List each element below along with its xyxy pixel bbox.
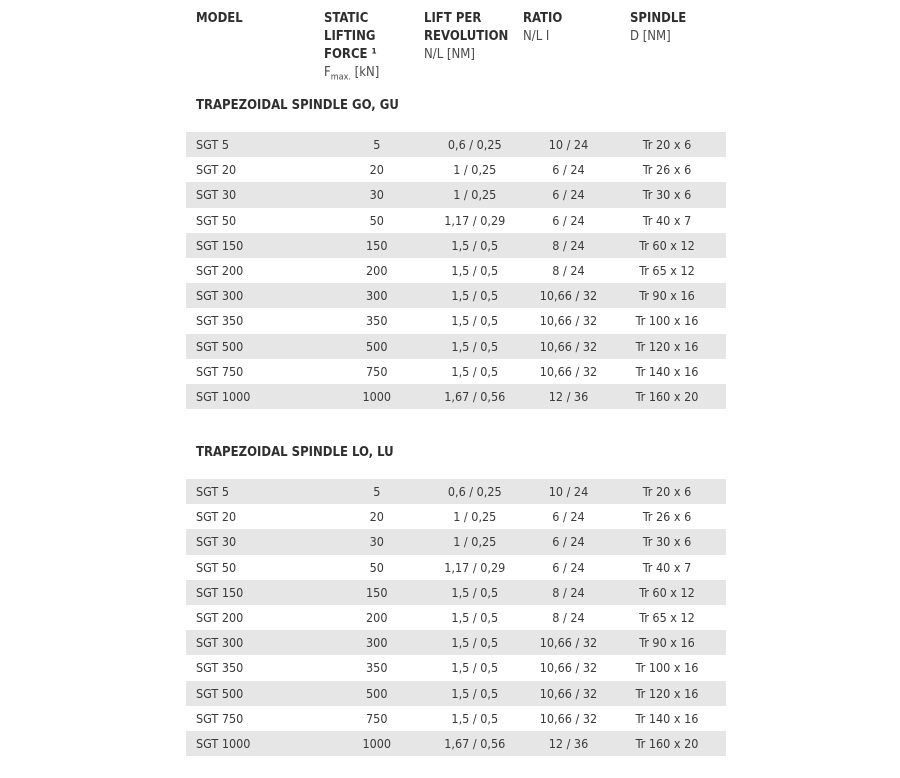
ratio-cell: 6 / 24 (552, 559, 585, 575)
ratio-header-unit: N/L I (523, 29, 550, 44)
column-header-spindle (630, 10, 686, 46)
ratio-cell: 6 / 24 (529, 529, 608, 554)
model-cell: SGT 350 (196, 313, 244, 329)
spindle-cell: Tr 120 x 16 (608, 334, 726, 359)
force-cell: 350 (366, 313, 388, 329)
spindle-cell: Tr 120 x 16 (608, 681, 726, 706)
lift-cell: 1,5 / 0,5 (421, 334, 529, 359)
spindle-cell: Tr 65 x 12 (639, 610, 695, 626)
spindle-cell: Tr 30 x 6 (608, 529, 726, 554)
table-row (186, 132, 726, 157)
model-cell: SGT 30 (186, 182, 333, 207)
model-cell: SGT 5 (186, 479, 333, 504)
ratio-cell: 8 / 24 (552, 263, 585, 279)
force-cell: 5 (333, 132, 421, 157)
ratio-cell: 10 / 24 (529, 479, 608, 504)
model-cell: SGT 20 (196, 509, 237, 525)
force-header-line-2: LIFTING (324, 29, 376, 44)
lift-cell: 1 / 0,25 (453, 162, 497, 178)
ratio-cell: 6 / 24 (552, 212, 585, 228)
spindle-cell: Tr 30 x 6 (608, 182, 726, 207)
table-row (186, 359, 726, 384)
force-cell: 200 (366, 263, 388, 279)
model-cell: SGT 750 (196, 710, 244, 726)
force-cell: 50 (369, 559, 384, 575)
model-header-label: MODEL (196, 11, 243, 26)
lift-cell: 1,5 / 0,5 (421, 681, 529, 706)
spindle-cell: Tr 26 x 6 (642, 162, 692, 178)
lift-cell: 1,67 / 0,56 (421, 731, 529, 756)
model-cell: SGT 150 (186, 580, 333, 605)
force-cell: 750 (366, 363, 388, 379)
force-cell: 5 (333, 479, 421, 504)
model-cell: SGT 30 (186, 529, 333, 554)
spindle-header-unit: D [NM] (630, 29, 671, 44)
lift-cell: 1,5 / 0,5 (451, 313, 499, 329)
force-cell: 750 (366, 710, 388, 726)
force-cell: 500 (333, 681, 421, 706)
model-cell: SGT 5 (186, 132, 333, 157)
table-row (186, 731, 726, 756)
force-cell: 30 (333, 529, 421, 554)
spindle-cell: Tr 40 x 7 (642, 559, 692, 575)
spindle-header-label: SPINDLE (630, 11, 687, 26)
ratio-cell: 8 / 24 (529, 233, 608, 258)
spindle-cell: Tr 40 x 7 (642, 212, 692, 228)
spindle-cell: Tr 100 x 16 (635, 660, 699, 676)
table-row (186, 504, 726, 529)
ratio-cell: 10 / 24 (529, 132, 608, 157)
model-cell: SGT 300 (186, 283, 333, 308)
ratio-cell: 12 / 36 (529, 731, 608, 756)
ratio-cell: 8 / 24 (529, 580, 608, 605)
ratio-cell: 6 / 24 (552, 509, 585, 525)
lift-cell: 1,67 / 0,56 (421, 384, 529, 409)
table-row (186, 208, 726, 233)
table-row (186, 529, 726, 554)
force-cell: 1000 (333, 731, 421, 756)
table-row (186, 655, 726, 680)
ratio-cell: 8 / 24 (552, 610, 585, 626)
model-cell: SGT 200 (196, 610, 244, 626)
lift-cell: 1,17 / 0,29 (444, 212, 506, 228)
ratio-cell: 10,66 / 32 (529, 334, 608, 359)
force-cell: 200 (366, 610, 388, 626)
force-cell: 150 (333, 580, 421, 605)
ratio-cell: 6 / 24 (552, 162, 585, 178)
lift-cell: 1,5 / 0,5 (451, 263, 499, 279)
lift-cell: 1,5 / 0,5 (421, 630, 529, 655)
model-cell: SGT 50 (196, 559, 237, 575)
ratio-cell: 10,66 / 32 (539, 660, 598, 676)
ratio-cell: 10,66 / 32 (529, 681, 608, 706)
force-cell: 300 (333, 283, 421, 308)
section-title-lo-lu: TRAPEZOIDAL SPINDLE LO, LU (196, 445, 394, 460)
lift-cell: 1,5 / 0,5 (451, 610, 499, 626)
lift-cell: 1,5 / 0,5 (421, 580, 529, 605)
table-row (186, 258, 726, 283)
spindle-cell: Tr 140 x 16 (635, 363, 699, 379)
model-cell: SGT 750 (196, 363, 244, 379)
force-cell: 30 (333, 182, 421, 207)
force-cell: 50 (369, 212, 384, 228)
force-cell: 350 (366, 660, 388, 676)
ratio-cell: 10,66 / 32 (539, 313, 598, 329)
lift-cell: 1,5 / 0,5 (421, 283, 529, 308)
force-unit-subscript: max. (330, 72, 351, 83)
spindle-cell: Tr 140 x 16 (635, 710, 699, 726)
table-row (186, 308, 726, 333)
spindle-cell: Tr 160 x 20 (608, 384, 726, 409)
lift-cell: 1,5 / 0,5 (451, 710, 499, 726)
force-cell: 1000 (333, 384, 421, 409)
model-cell: SGT 350 (196, 660, 244, 676)
table-row (186, 479, 726, 504)
ratio-cell: 10,66 / 32 (539, 363, 598, 379)
model-cell: SGT 1000 (186, 384, 333, 409)
lift-cell: 1,5 / 0,5 (451, 363, 499, 379)
lift-cell: 0,6 / 0,25 (421, 132, 529, 157)
lift-cell: 1 / 0,25 (453, 509, 497, 525)
table-row (186, 384, 726, 409)
lift-header-unit: N/L [NM] (424, 47, 475, 62)
force-cell: 150 (333, 233, 421, 258)
spindle-cell: Tr 65 x 12 (639, 263, 695, 279)
lift-cell: 1,5 / 0,5 (451, 660, 499, 676)
model-cell: SGT 20 (196, 162, 237, 178)
ratio-cell: 10,66 / 32 (529, 630, 608, 655)
spindle-cell: Tr 100 x 16 (635, 313, 699, 329)
table-row (186, 283, 726, 308)
force-header-unit (324, 64, 379, 87)
model-cell: SGT 150 (186, 233, 333, 258)
table-row (186, 706, 726, 731)
column-header-model (196, 10, 243, 28)
force-cell: 20 (369, 162, 384, 178)
spindle-cell: Tr 26 x 6 (642, 509, 692, 525)
ratio-header-label: RATIO (523, 11, 563, 26)
ratio-cell: 10,66 / 32 (529, 283, 608, 308)
spindle-cell: Tr 20 x 6 (608, 132, 726, 157)
lift-cell: 1 / 0,25 (421, 529, 529, 554)
model-cell: SGT 500 (186, 681, 333, 706)
spec-table-lo-lu (186, 479, 726, 756)
ratio-cell: 10,66 / 32 (539, 710, 598, 726)
column-header-lift (424, 10, 508, 64)
spindle-cell: Tr 90 x 16 (608, 630, 726, 655)
force-header-line-1: STATIC (324, 11, 369, 26)
spindle-cell: Tr 60 x 12 (608, 580, 726, 605)
ratio-cell: 12 / 36 (529, 384, 608, 409)
model-cell: SGT 1000 (186, 731, 333, 756)
model-cell: SGT 300 (186, 630, 333, 655)
force-cell: 20 (369, 509, 384, 525)
force-cell: 500 (333, 334, 421, 359)
model-cell: SGT 50 (196, 212, 237, 228)
table-row (186, 233, 726, 258)
model-cell: SGT 200 (196, 263, 244, 279)
table-row (186, 334, 726, 359)
table-row (186, 681, 726, 706)
lift-header-line-2: REVOLUTION (424, 29, 509, 44)
spindle-cell: Tr 60 x 12 (608, 233, 726, 258)
table-row (186, 157, 726, 182)
lift-header-line-1: LIFT PER (424, 11, 482, 26)
force-cell: 300 (333, 630, 421, 655)
force-unit-rest: [kN] (350, 65, 380, 80)
spec-table-go-gu (186, 132, 726, 409)
table-row (186, 630, 726, 655)
force-unit-symbol: F (324, 65, 331, 80)
lift-cell: 1 / 0,25 (421, 182, 529, 207)
column-header-ratio (523, 10, 562, 46)
table-row (186, 580, 726, 605)
spindle-cell: Tr 90 x 16 (608, 283, 726, 308)
force-header-line-3: FORCE ¹ (324, 47, 377, 62)
lift-cell: 0,6 / 0,25 (421, 479, 529, 504)
ratio-cell: 6 / 24 (529, 182, 608, 207)
lift-cell: 1,5 / 0,5 (421, 233, 529, 258)
model-cell: SGT 500 (186, 334, 333, 359)
table-row (186, 182, 726, 207)
spindle-cell: Tr 20 x 6 (608, 479, 726, 504)
table-row (186, 555, 726, 580)
section-title-go-gu: TRAPEZOIDAL SPINDLE GO, GU (196, 98, 399, 113)
spindle-cell: Tr 160 x 20 (608, 731, 726, 756)
column-header-force (324, 10, 379, 87)
lift-cell: 1,17 / 0,29 (444, 559, 506, 575)
table-row (186, 605, 726, 630)
